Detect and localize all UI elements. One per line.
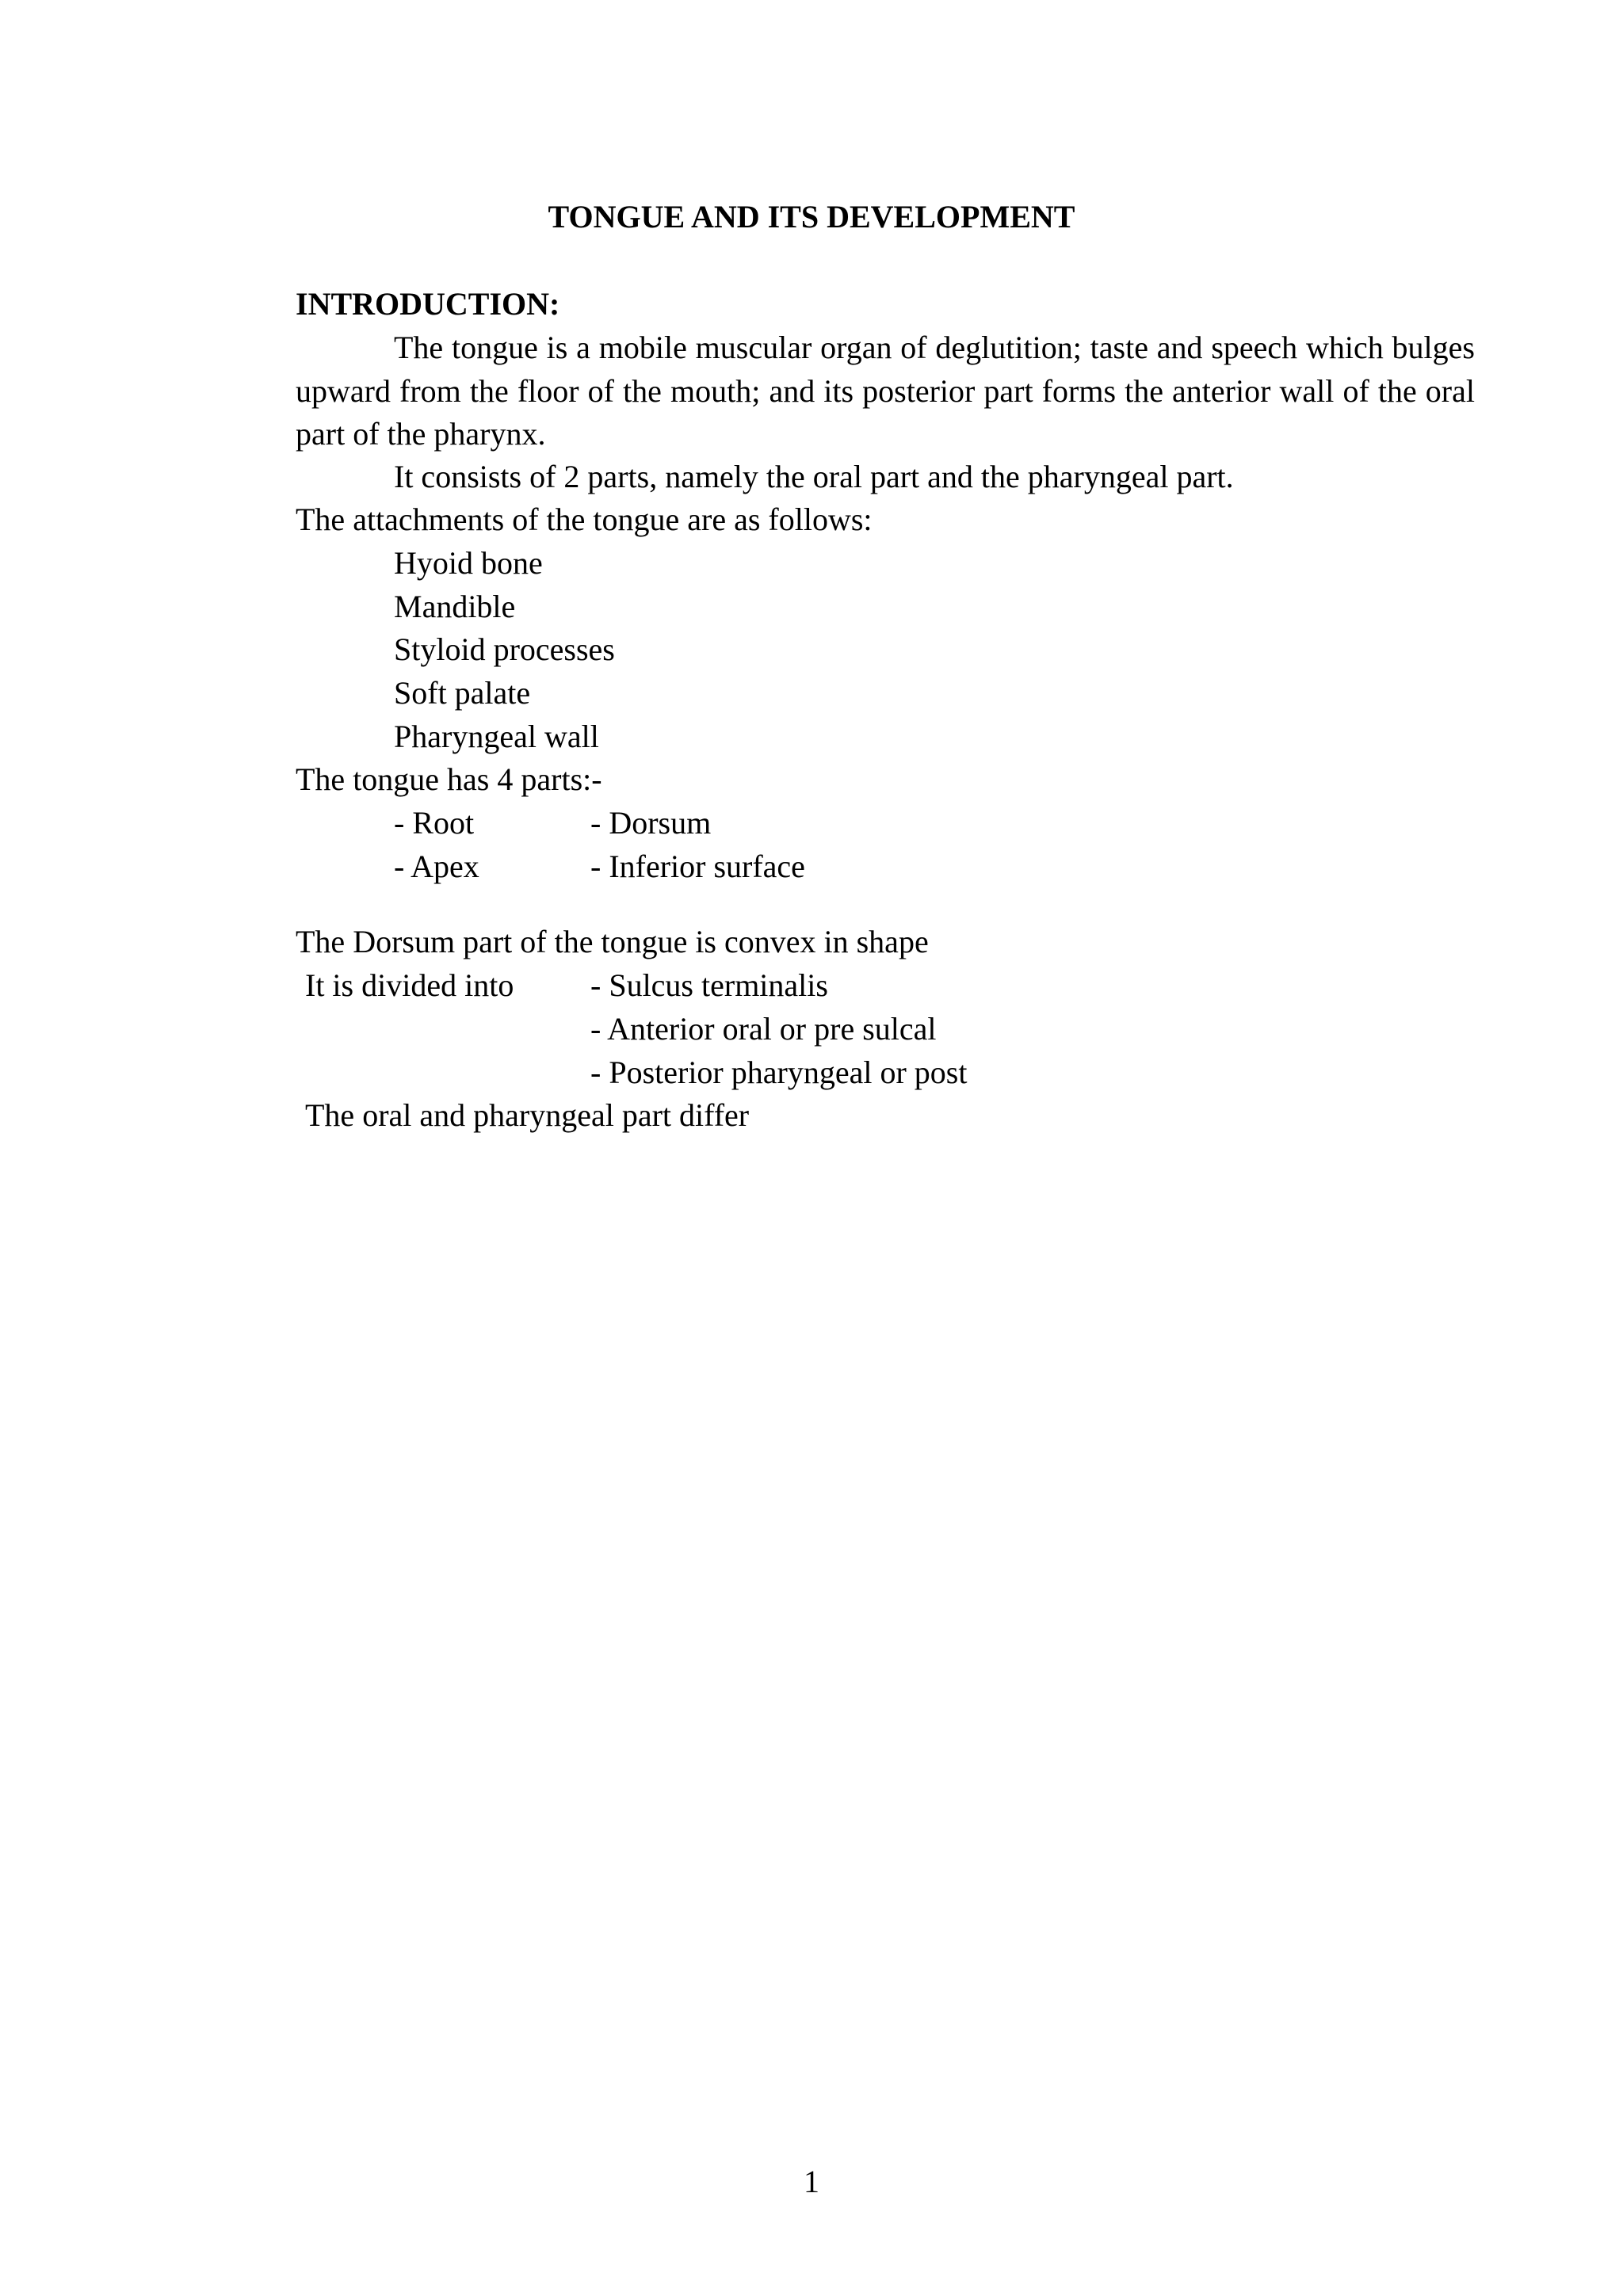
list-item: - Posterior pharyngeal or post	[590, 1055, 968, 1090]
section-heading-introduction: INTRODUCTION:	[296, 286, 560, 322]
list-item: - Sulcus terminalis	[590, 967, 828, 1003]
list-item: - Root	[394, 805, 475, 841]
divided-label: It is divided into	[305, 967, 514, 1003]
list-item: - Apex	[394, 849, 479, 884]
intro-paragraph: The tongue is a mobile muscular organ of deglutition; taste and speech which bulges upward from the floor of the mouth; and its posterior part forms the anterior wall of the oral part of the pharynx.	[296, 330, 1475, 452]
list-item: Pharyngeal wall	[394, 719, 599, 754]
list-item: - Dorsum	[590, 805, 712, 841]
list-item: Hyoid bone	[394, 545, 543, 581]
differ-sentence: The oral and pharyngeal part differ	[305, 1097, 750, 1133]
list-item: Styloid processes	[394, 631, 615, 667]
document-title: TONGUE AND ITS DEVELOPMENT	[548, 199, 1075, 235]
page-number: 1	[804, 2164, 819, 2199]
parts-sentence: It consists of 2 parts, namely the oral part and the pharyngeal part.	[394, 459, 1234, 494]
list-item: - Anterior oral or pre sulcal	[590, 1011, 937, 1047]
four-parts-intro: The tongue has 4 parts:-	[296, 761, 602, 797]
list-item: Soft palate	[394, 675, 531, 711]
dorsum-sentence: The Dorsum part of the tongue is convex in shape	[296, 924, 929, 959]
attachments-intro: The attachments of the tongue are as follows:	[296, 502, 873, 537]
list-item: Mandible	[394, 589, 516, 624]
list-item: - Inferior surface	[590, 849, 805, 884]
